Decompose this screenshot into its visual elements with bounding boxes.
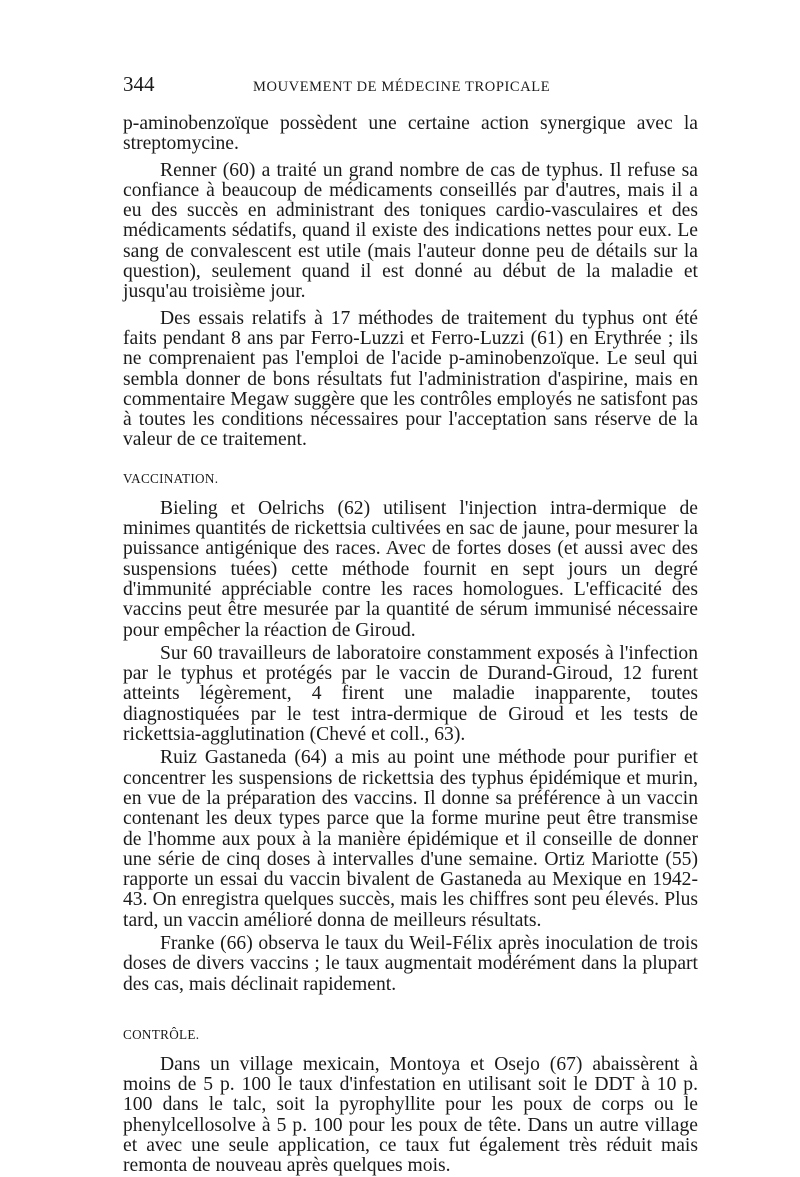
page-number: 344 (123, 72, 155, 96)
paragraph-ruiz-gastaneda: Ruiz Gastaneda (64) a mis au point une méthode pour purifier et concentrer les suspensions de rickettsia des typhus épidémique et murin, en vue de la préparation des vaccins. Il donne sa préférence à un vaccin contenant les deux types parce que la forme murine peut être transmise de l'homme aux poux à la manière épidémique et il conseille de donner une série de cinq doses à intervalles d'une semaine. Ortiz Mariotte (55) rapporte un essai du vaccin bivalent de Gastaneda au Mexique en 1942-43. On enregistra quelques succès, mais les chiffres sont peu élevés. Plus tard, un vaccin amélioré donna de meilleurs résultats. (123, 747, 698, 931)
paragraph-ferro-luzzi: Des essais relatifs à 17 méthodes de traitement du typhus ont été faits pendant 8 ans par Ferro-Luzzi et Ferro-Luzzi (61) en Erythrée ; ils ne comprenaient pas l'emploi de l'acide p-aminobenzoïque. Le seul qui sembla donner de bons résultats fut l'administration d'aspirine, mais en commentaire Megaw suggère que les contrôles employés ne satisfont pas à toutes les conditions nécessaires pour l'acceptation sans réserve de la valeur de ce traitement. (123, 307, 698, 451)
paragraph-montoya: Dans un village mexicain, Montoya et Osejo (67) abaissèrent à moins de 5 p. 100 le taux d'infestation en utilisant soit le DDT à 10 p. 100 dans le talc, soit la pyrophyllite pour les poux de corps ou le phenylcellosolve à 5 p. 100 pour les poux de tête. Dans un autre village et avec une seule application, ce taux fut également très réduit mais remonta de nouveau après quelques mois. (123, 1053, 698, 1177)
paragraph-continuation: p-aminobenzoïque possèdent une certaine action synergique avec la streptomycine. (123, 113, 698, 155)
paragraph-renner: Renner (60) a traité un grand nombre de cas de typhus. Il refuse sa confiance à beaucoup de médicaments conseillés par d'autres, mais il a eu des succès en administrant des toniques cardio-vasculaires et des médicaments sédatifs, quand il existe des indications nettes pour eux. Le sang de convalescent est utile (mais l'auteur donne peu de détails sur la question), seulement quand il est donné au début de la maladie et jusqu'au troisième jour. (123, 159, 698, 303)
section-heading-vaccination: VACCINATION. (123, 470, 219, 486)
paragraph-laboratory-workers: Sur 60 travailleurs de laboratoire constamment exposés à l'infection par le typhus et protégés par le vaccin de Durand-Giroud, 12 furent atteints légèrement, 4 firent une maladie inapparente, toutes diagnostiquées par le test intra-dermique de Giroud et les tests de rickettsia-agglutination (Chevé et coll., 63). (123, 642, 698, 746)
section-heading-controle: CONTRÔLE. (123, 1026, 200, 1042)
paragraph-bieling: Bieling et Oelrichs (62) utilisent l'injection intra-dermique de minimes quantités de rickettsia cultivées en sac de jaune, pour mesurer la puissance antigénique des races. Avec de fortes doses (et aussi avec des suspensions tuées) cette méthode fournit en sept jours un degré d'immunité appréciable contre les races homologues. L'efficacité des vaccins peut être mesurée par la quantité de sérum immunisé nécessaire pour empêcher la réaction de Giroud. (123, 497, 698, 641)
paragraph-franke: Franke (66) observa le taux du Weil-Félix après inoculation de trois doses de divers vaccins ; le taux augmentait modérément dans la plupart des cas, mais déclinait rapidement. (123, 932, 698, 995)
running-header (123, 72, 698, 102)
journal-title: MOUVEMENT DE MÉDECINE TROPICALE (253, 79, 551, 95)
